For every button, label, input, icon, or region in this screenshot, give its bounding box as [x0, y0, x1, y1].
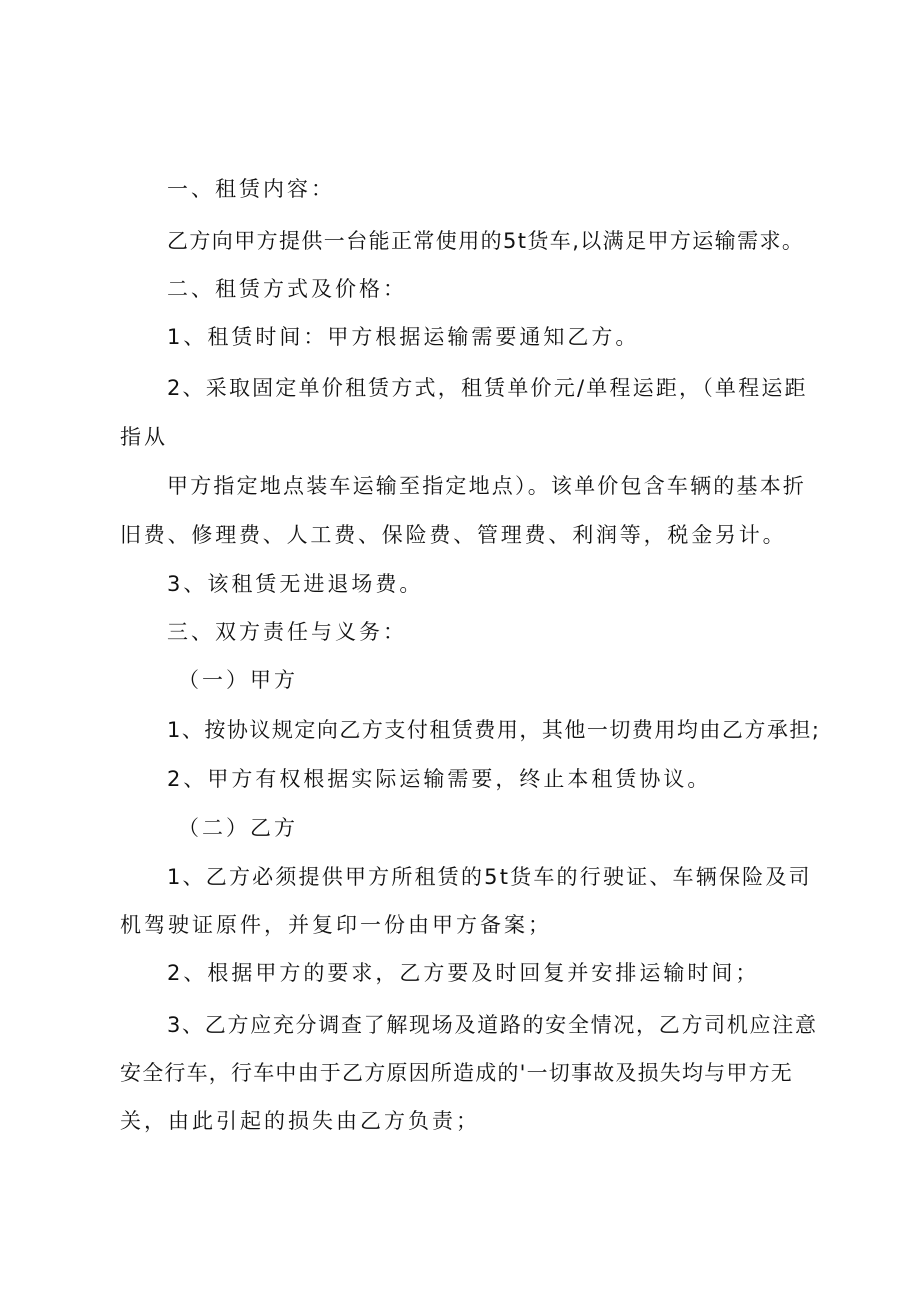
- paragraph-line: 2、根据甲方的要求，乙方要及时回复并安排运输时间；: [167, 961, 760, 985]
- paragraph-line: 甲方指定地点装车运输至指定地点）。该单价包含车辆的基本折: [167, 474, 807, 498]
- paragraph-line: 3、乙方应充分调查了解现场及道路的安全情况，乙方司机应注意: [167, 1013, 818, 1037]
- section-2-heading: 二、租赁方式及价格：: [167, 277, 407, 301]
- paragraph-line: 关，由此引起的损失由乙方负责；: [120, 1109, 480, 1133]
- paragraph-line: 安全行车，行车中由于乙方原因所造成的'一切事故及损失均与甲方无: [120, 1061, 793, 1085]
- paragraph-line: 机驾驶证原件，并复印一份由甲方备案；: [120, 913, 552, 937]
- paragraph-line: 指从: [120, 425, 168, 449]
- subsection-heading: （一）甲方: [178, 668, 298, 692]
- paragraph-line: 2、采取固定单价租赁方式，租赁单价元/单程运距，（单程运距: [167, 376, 808, 400]
- paragraph-line: 1、租赁时间：甲方根据运输需要通知乙方。: [167, 325, 640, 349]
- paragraph-line: 2、甲方有权根据实际运输需要，终止本租赁协议。: [167, 767, 712, 791]
- subsection-heading: （二）乙方: [178, 816, 298, 840]
- paragraph-line: 1、乙方必须提供甲方所租赁的5t货车的行驶证、车辆保险及司: [167, 865, 812, 889]
- section-3-heading: 三、双方责任与义务：: [167, 620, 407, 644]
- paragraph-line: 3、该租赁无进退场费。: [167, 572, 424, 596]
- paragraph-line: 1、按协议规定向乙方支付租赁费用，其他一切费用均由乙方承担;: [167, 718, 821, 742]
- paragraph-line: 旧费、修理费、人工费、保险费、管理费、利润等，税金另计。: [120, 523, 787, 547]
- paragraph-line: 乙方向甲方提供一台能正常使用的5t货车,以满足甲方运输需求。: [167, 229, 805, 253]
- section-1-heading: 一、租赁内容：: [167, 177, 335, 201]
